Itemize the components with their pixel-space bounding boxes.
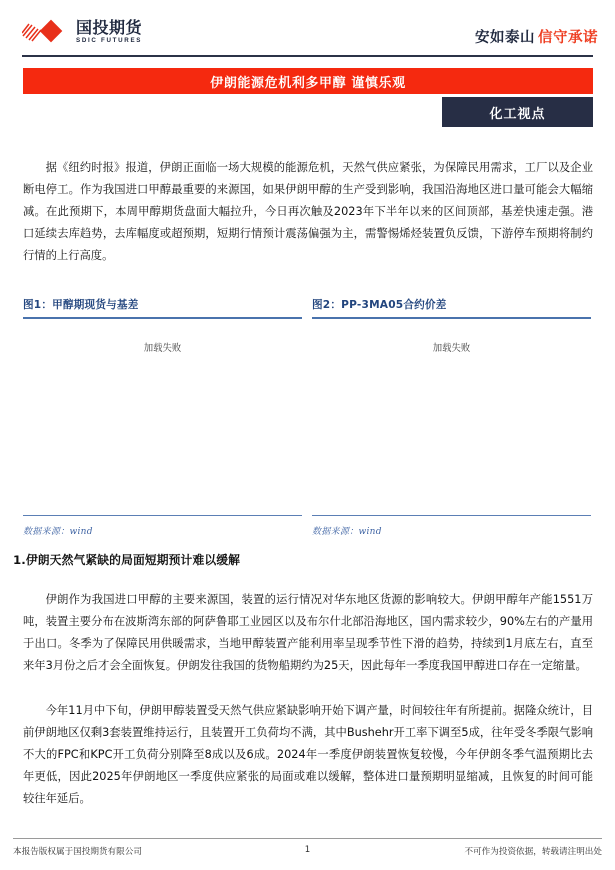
- page-header: [0, 0, 615, 54]
- tagline-primary: 安如泰山: [475, 30, 535, 46]
- intro-paragraph: 据《纽约时报》报道，伊朗正面临一场大规模的能源危机，天然气供应紧张，为保障民用需求，工厂以及企业断电停工。作为我国进口甲醇最重要的来源国，如果伊朗甲醇的生产受到影响，我国沿海地区进口量可能会大幅缩减。在此预期下，本周甲醇期货盘面大幅拉升，今日再次触及2023年下半年以来的区间顶部，基差快速走强。港口延续去库趋势，去库幅度或超预期，短期行情预计震荡偏强为主，需警惕烯烃装置负反馈，下游停车预期将制约行情的上行高度。: [23, 161, 593, 263]
- company-logo: [22, 20, 142, 44]
- header-tagline: [475, 26, 598, 47]
- footer-divider: [13, 838, 602, 839]
- footer-copyright: 本报告版权属于国投期货有限公司: [13, 847, 142, 857]
- figure-placeholder-1: 加载失败: [143, 342, 182, 354]
- figure-caption-1: 图1：甲醇期现货与基差: [23, 299, 139, 311]
- category-badge: [442, 97, 593, 127]
- section-paragraph-2: 今年11月中下旬，伊朗甲醇装置受天然气供应紧缺影响开始下调产量，时间较往年有所提前。据隆众统计，目前伊朗地区仅剩3套装置维持运行，且装置开工负荷均不满，其中Bushehr开工率下调至5成，往年受冬季限气影响不大的FPC和KPC开工负荷分别降至8成以及6成。2024年一季度伊朗装置恢复较慢，今年伊朗冬季气温预期比去年更低，因此2025年伊朗地区一季度供应紧张的局面或难以缓解，整体进口量预期明显缩减，且恢复的时间可能较往年延后。: [23, 704, 593, 806]
- header-divider: [22, 55, 593, 57]
- tagline-secondary: 信守承诺: [538, 30, 598, 46]
- figure-placeholder-2: 加载失败: [432, 342, 471, 354]
- page-title: 伊朗能源危机利多甲醇 谨慎乐观: [210, 75, 406, 91]
- section-paragraph-1: 伊朗作为我国进口甲醇的主要来源国，装置的运行情况对华东地区货源的影响较大。伊朗甲醇年产能1551万吨，装置主要分布在波斯湾东部的阿萨鲁耶工业园区以及布尔什北部沿海地区，国内需求较少，90%左右的产量用于出口。冬季为了保障民用供暖需求，当地甲醇装置产能利用率呈现季节性下滑的趋势，持续到1月底左右，直至来年3月份之后才会全面恢复。伊朗发往我国的货物船期约为25天，因此每年一季度我国甲醇进口存在一定缩量。: [23, 593, 593, 673]
- category-label: 化工视点: [489, 106, 546, 122]
- figure-block-1: [23, 297, 302, 537]
- footer-page-number: 1: [304, 845, 311, 855]
- figure-block-2: [312, 297, 591, 537]
- figure-canvas-2: [312, 319, 591, 515]
- logo-company-name-cn: 国投期货: [76, 18, 143, 37]
- logo-company-name-en: SDIC FUTURES: [76, 37, 143, 44]
- section-heading-1: 1.伊朗天然气紧缺的局面短期预计难以缓解: [13, 553, 241, 567]
- footer-disclaimer: 不可作为投资依据，转载请注明出处: [464, 847, 602, 857]
- logo-text: [76, 20, 142, 44]
- figure-canvas-1: [23, 319, 302, 515]
- figure-caption-2: 图2：PP-3MA05合约价差: [312, 299, 447, 311]
- figure-source-1: 数据来源：wind: [23, 526, 93, 537]
- page-footer: [13, 845, 602, 861]
- figure-source-2: 数据来源：wind: [312, 526, 382, 537]
- logo-mark-icon: [22, 21, 68, 43]
- report-title-banner: [23, 68, 593, 94]
